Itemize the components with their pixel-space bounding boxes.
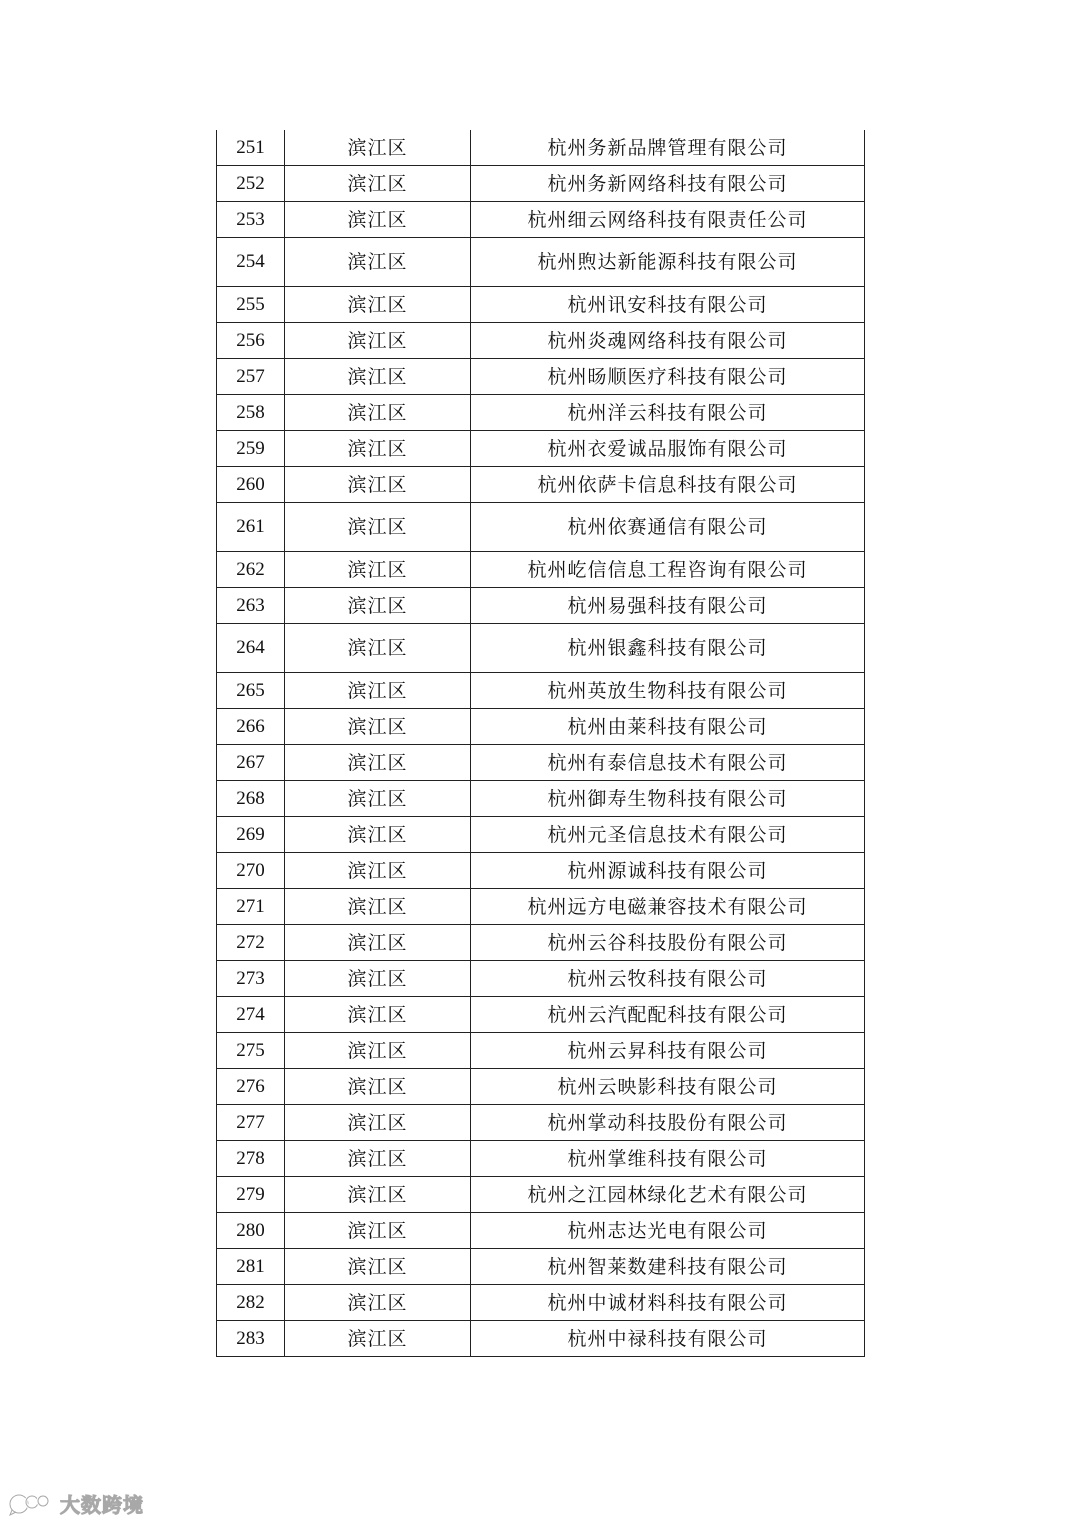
- table-row: [217, 997, 865, 1033]
- district-cell: 滨江区: [285, 781, 471, 817]
- row-number-cell: 274: [217, 997, 285, 1033]
- company-name-cell: 杭州中诚材料科技有限公司: [471, 1285, 865, 1321]
- company-name-cell: 杭州讯安科技有限公司: [471, 287, 865, 323]
- row-number-cell: 272: [217, 925, 285, 961]
- row-number-cell: 266: [217, 709, 285, 745]
- row-number-cell: 267: [217, 745, 285, 781]
- table-row: [217, 1249, 865, 1285]
- table-row: [217, 552, 865, 588]
- table-row: [217, 745, 865, 781]
- table-row: [217, 467, 865, 503]
- district-cell: 滨江区: [285, 588, 471, 624]
- table-row: [217, 673, 865, 709]
- row-number-cell: 276: [217, 1069, 285, 1105]
- row-number-cell: 268: [217, 781, 285, 817]
- row-number-cell: 255: [217, 287, 285, 323]
- row-number-cell: 269: [217, 817, 285, 853]
- district-cell: 滨江区: [285, 997, 471, 1033]
- company-name-cell: 杭州元圣信息技术有限公司: [471, 817, 865, 853]
- company-name-cell: 杭州智莱数建科技有限公司: [471, 1249, 865, 1285]
- row-number-cell: 279: [217, 1177, 285, 1213]
- company-name-cell: 杭州云牧科技有限公司: [471, 961, 865, 997]
- district-cell: 滨江区: [285, 467, 471, 503]
- row-number-cell: 282: [217, 1285, 285, 1321]
- table-row: [217, 1177, 865, 1213]
- row-number-cell: 280: [217, 1213, 285, 1249]
- company-name-cell: 杭州由莱科技有限公司: [471, 709, 865, 745]
- company-name-cell: 杭州依赛通信有限公司: [471, 503, 865, 552]
- company-name-cell: 杭州旸顺医疗科技有限公司: [471, 359, 865, 395]
- district-cell: 滨江区: [285, 503, 471, 552]
- company-name-cell: 杭州源诚科技有限公司: [471, 853, 865, 889]
- company-name-cell: 杭州务新网络科技有限公司: [471, 166, 865, 202]
- row-number-cell: 271: [217, 889, 285, 925]
- table-row: [217, 624, 865, 673]
- company-name-cell: 杭州远方电磁兼容技术有限公司: [471, 889, 865, 925]
- table-row: [217, 130, 865, 166]
- table-row: [217, 238, 865, 287]
- company-name-cell: 杭州志达光电有限公司: [471, 1213, 865, 1249]
- company-name-cell: 杭州云昇科技有限公司: [471, 1033, 865, 1069]
- district-cell: 滨江区: [285, 166, 471, 202]
- table-row: [217, 1321, 865, 1357]
- company-name-cell: 杭州掌维科技有限公司: [471, 1141, 865, 1177]
- row-number-cell: 265: [217, 673, 285, 709]
- table-row: [217, 1105, 865, 1141]
- district-cell: 滨江区: [285, 130, 471, 166]
- district-cell: 滨江区: [285, 1249, 471, 1285]
- table-row: [217, 323, 865, 359]
- district-cell: 滨江区: [285, 1105, 471, 1141]
- district-cell: 滨江区: [285, 238, 471, 287]
- district-cell: 滨江区: [285, 624, 471, 673]
- row-number-cell: 254: [217, 238, 285, 287]
- company-name-cell: 杭州衣爱诚品服饰有限公司: [471, 431, 865, 467]
- company-name-cell: 杭州务新品牌管理有限公司: [471, 130, 865, 166]
- company-name-cell: 杭州有泰信息技术有限公司: [471, 745, 865, 781]
- district-cell: 滨江区: [285, 961, 471, 997]
- table-row: [217, 781, 865, 817]
- table-row: [217, 431, 865, 467]
- table-body: [217, 130, 865, 1357]
- table-row: [217, 853, 865, 889]
- company-name-cell: 杭州之江园林绿化艺术有限公司: [471, 1177, 865, 1213]
- table-row: [217, 1285, 865, 1321]
- row-number-cell: 262: [217, 552, 285, 588]
- table-row: [217, 1033, 865, 1069]
- row-number-cell: 251: [217, 130, 285, 166]
- district-cell: 滨江区: [285, 552, 471, 588]
- table-row: [217, 588, 865, 624]
- table-row: [217, 503, 865, 552]
- row-number-cell: 259: [217, 431, 285, 467]
- table-row: [217, 359, 865, 395]
- company-name-cell: 杭州煦达新能源科技有限公司: [471, 238, 865, 287]
- table-row: [217, 395, 865, 431]
- row-number-cell: 257: [217, 359, 285, 395]
- row-number-cell: 281: [217, 1249, 285, 1285]
- company-name-cell: 杭州云谷科技股份有限公司: [471, 925, 865, 961]
- table-row: [217, 202, 865, 238]
- company-name-cell: 杭州云汽配配科技有限公司: [471, 997, 865, 1033]
- row-number-cell: 263: [217, 588, 285, 624]
- district-cell: 滨江区: [285, 709, 471, 745]
- district-cell: 滨江区: [285, 323, 471, 359]
- district-cell: 滨江区: [285, 1033, 471, 1069]
- row-number-cell: 260: [217, 467, 285, 503]
- row-number-cell: 252: [217, 166, 285, 202]
- district-cell: 滨江区: [285, 1141, 471, 1177]
- table-row: [217, 709, 865, 745]
- district-cell: 滨江区: [285, 395, 471, 431]
- district-cell: 滨江区: [285, 1285, 471, 1321]
- company-name-cell: 杭州银鑫科技有限公司: [471, 624, 865, 673]
- table-row: [217, 817, 865, 853]
- company-list-table: [216, 130, 865, 1357]
- table-row: [217, 166, 865, 202]
- company-name-cell: 杭州洋云科技有限公司: [471, 395, 865, 431]
- district-cell: 滨江区: [285, 853, 471, 889]
- table-row: [217, 961, 865, 997]
- row-number-cell: 253: [217, 202, 285, 238]
- table-row: [217, 1141, 865, 1177]
- district-cell: 滨江区: [285, 817, 471, 853]
- row-number-cell: 273: [217, 961, 285, 997]
- row-number-cell: 277: [217, 1105, 285, 1141]
- company-name-cell: 杭州炎魂网络科技有限公司: [471, 323, 865, 359]
- watermark-text: 大数跨境: [60, 1493, 144, 1517]
- company-name-cell: 杭州英放生物科技有限公司: [471, 673, 865, 709]
- company-name-cell: 杭州掌动科技股份有限公司: [471, 1105, 865, 1141]
- district-cell: 滨江区: [285, 745, 471, 781]
- company-name-cell: 杭州依萨卡信息科技有限公司: [471, 467, 865, 503]
- row-number-cell: 261: [217, 503, 285, 552]
- watermark: [8, 1489, 144, 1518]
- row-number-cell: 256: [217, 323, 285, 359]
- company-name-cell: 杭州细云网络科技有限责任公司: [471, 202, 865, 238]
- district-cell: 滨江区: [285, 202, 471, 238]
- district-cell: 滨江区: [285, 925, 471, 961]
- district-cell: 滨江区: [285, 1177, 471, 1213]
- row-number-cell: 270: [217, 853, 285, 889]
- company-name-cell: 杭州御寿生物科技有限公司: [471, 781, 865, 817]
- bubble-logo-icon: [8, 1492, 54, 1516]
- row-number-cell: 275: [217, 1033, 285, 1069]
- district-cell: 滨江区: [285, 431, 471, 467]
- company-name-cell: 杭州屹信信息工程咨询有限公司: [471, 552, 865, 588]
- district-cell: 滨江区: [285, 1321, 471, 1357]
- row-number-cell: 278: [217, 1141, 285, 1177]
- district-cell: 滨江区: [285, 359, 471, 395]
- table-row: [217, 1069, 865, 1105]
- company-name-cell: 杭州易强科技有限公司: [471, 588, 865, 624]
- district-cell: 滨江区: [285, 1213, 471, 1249]
- row-number-cell: 283: [217, 1321, 285, 1357]
- district-cell: 滨江区: [285, 889, 471, 925]
- row-number-cell: 264: [217, 624, 285, 673]
- table-row: [217, 889, 865, 925]
- table-row: [217, 287, 865, 323]
- company-name-cell: 杭州中禄科技有限公司: [471, 1321, 865, 1357]
- table-row: [217, 925, 865, 961]
- row-number-cell: 258: [217, 395, 285, 431]
- company-name-cell: 杭州云映影科技有限公司: [471, 1069, 865, 1105]
- district-cell: 滨江区: [285, 673, 471, 709]
- district-cell: 滨江区: [285, 287, 471, 323]
- table-row: [217, 1213, 865, 1249]
- district-cell: 滨江区: [285, 1069, 471, 1105]
